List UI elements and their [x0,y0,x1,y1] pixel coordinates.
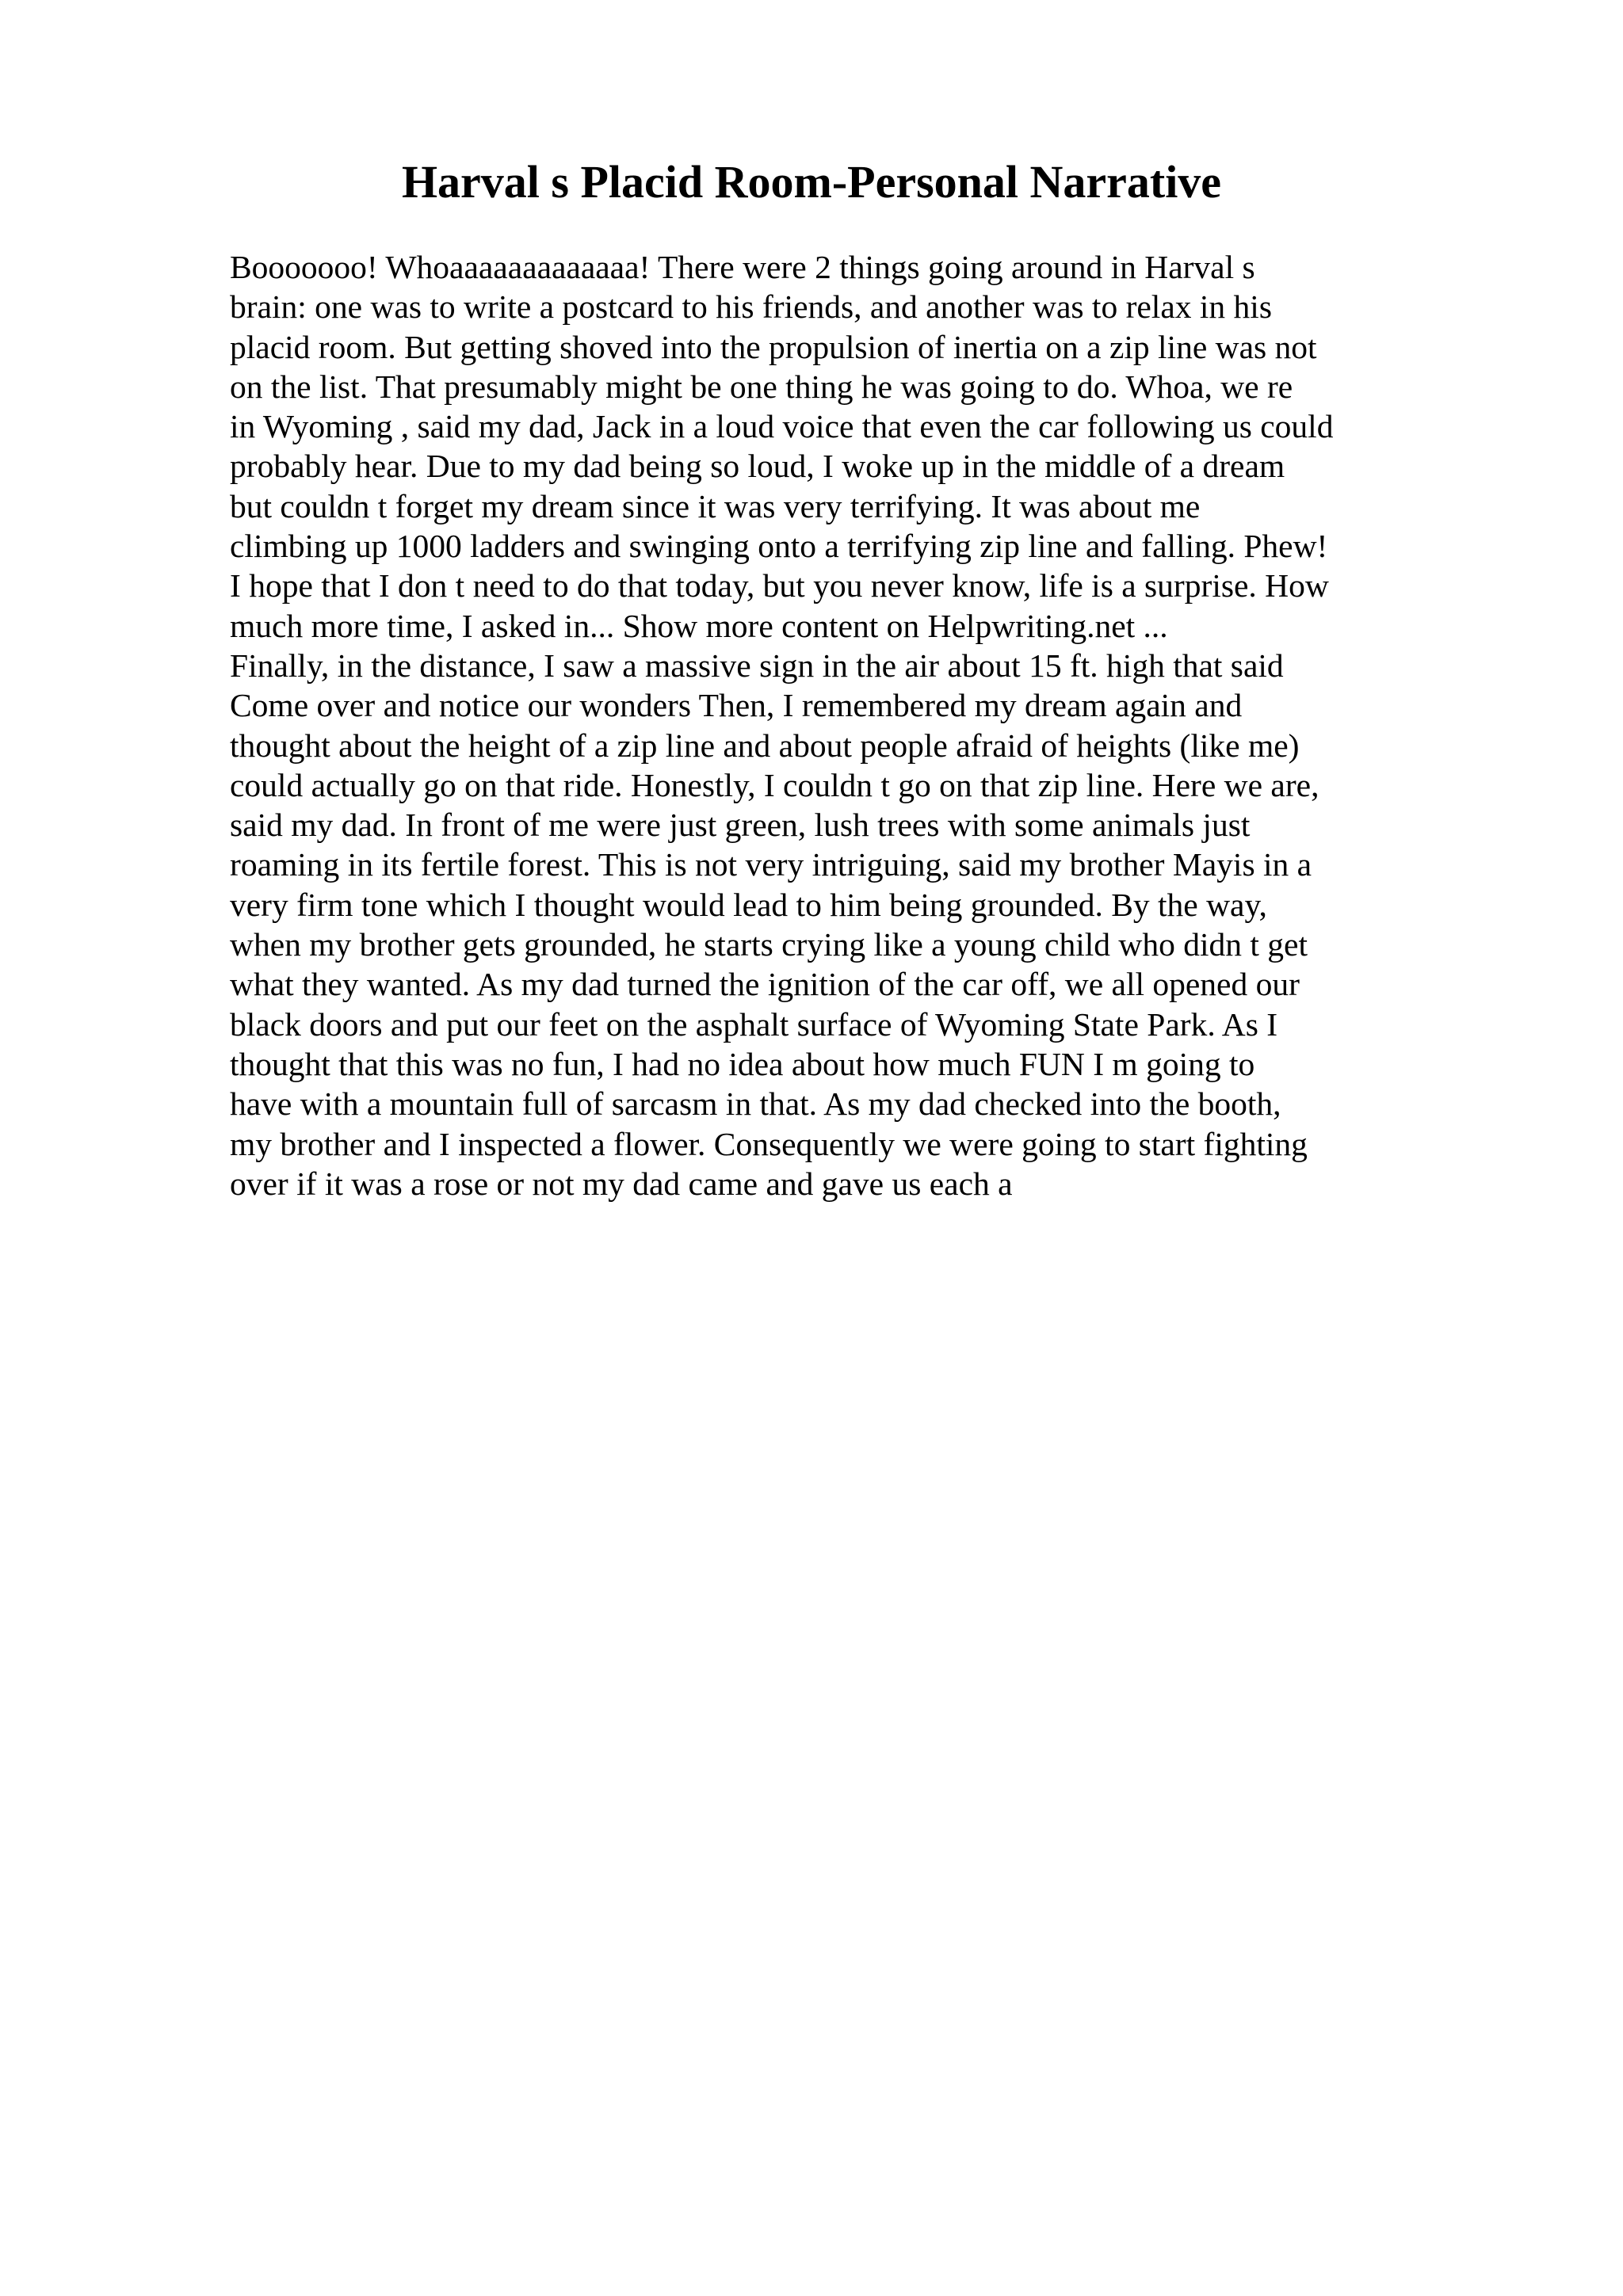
body-line: thought about the height of a zip line and about people afraid of heights (like me) [230,727,1300,764]
document-title: Harval s Placid Room-Personal Narrative [401,156,1222,208]
body-line: brain: one was to write a postcard to his friends, and another was to relax in his [230,288,1272,326]
body-line: black doors and put our feet on the asphalt surface of Wyoming State Park. As I [230,1005,1278,1043]
body-line: my brother and I inspected a flower. Consequently we were going to start fighting [230,1125,1308,1162]
body-line: Booooooo! Whoaaaaaaaaaaaaa! There were 2 things going around in Harval s [230,249,1255,285]
body-line: Come over and notice our wonders Then, I remembered my dream again and [230,687,1243,724]
body-line: roaming in its fertile forest. This is not very intriguing, said my brother Mayis in a [230,846,1312,883]
body-line: but couldn t forget my dream since it was very terrifying. It was about me [230,487,1201,524]
body-line: placid room. But getting shoved into the propulsion of inertia on a zip line was not [230,328,1317,365]
body-line: very firm tone which I thought would lead to him being grounded. By the way, [230,886,1267,923]
body-line: probably hear. Due to my dad being so loud, I woke up in the middle of a dream [230,448,1285,485]
body-line: over if it was a rose or not my dad came and gave us each a [230,1165,1013,1202]
body-line: when my brother gets grounded, he starts crying like a young child who didn t get [230,926,1308,963]
body-line: in Wyoming , said my dad, Jack in a loud voice that even the car following us could [230,408,1334,445]
body-line: Finally, in the distance, I saw a massive sign in the air about 15 ft. high that said [230,646,1284,684]
body-line: what they wanted. As my dad turned the ignition of the car off, we all opened our [230,966,1300,1003]
document-body [230,247,1482,1203]
body-line: on the list. That presumably might be one thing he was going to do. Whoa, we re [230,368,1293,405]
body-line: much more time, I asked in... Show more content on Helpwriting.net ... [230,607,1168,644]
body-line: I hope that I don t need to do that today, but you never know, life is a surprise. How [230,567,1329,605]
body-line: thought that this was no fun, I had no idea about how much FUN I m going to [230,1045,1255,1082]
body-line: could actually go on that ride. Honestly, I couldn t go on that zip line. Here we are, [230,766,1319,803]
body-line: said my dad. In front of me were just green, lush trees with some animals just [230,807,1251,844]
body-line: have with a mountain full of sarcasm in that. As my dad checked into the booth, [230,1085,1281,1123]
body-line: climbing up 1000 ladders and swinging onto a terrifying zip line and falling. Phew! [230,528,1328,565]
